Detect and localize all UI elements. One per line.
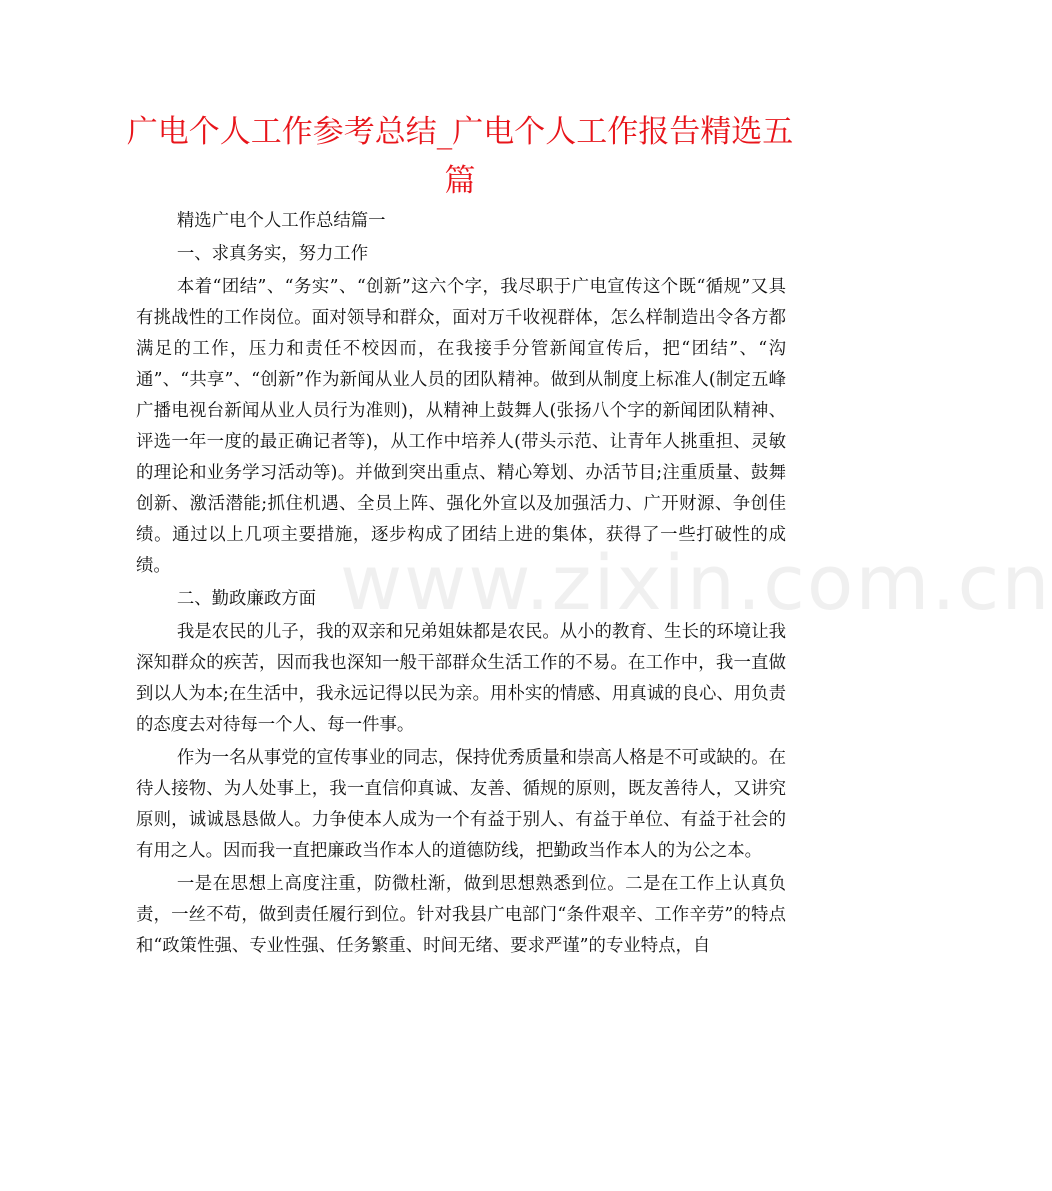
body-paragraph: 一是在思想上高度注重，防微杜渐，做到思想熟悉到位。二是在工作上认真负责，一丝不苟，做到责任履行到位。针对我县广电部门“条件艰辛、工作辛劳”的特点和“政策性强、专业性强、任务繁重、时间无绪、要求严谨”的专业特点，自 [136,874,786,956]
document-title: 广电个人工作参考总结_广电个人工作报告精选五篇 [126,114,794,199]
watermark: www.zixin.com.cn [340,538,1052,627]
section-heading-2: 二、勤政廉政方面 [176,589,317,609]
body-paragraph: 我是农民的儿子，我的双亲和兄弟姐妹都是农民。从小的教育、生长的环境让我深知群众的疾苦，因而我也深知一般干部群众生活工作的不易。在工作中，我一直做到以人为本;在生活中，我永远记得以民为亲。用朴实的情感、用真诚的良心、用负责的态度去对待每一个人、每一件事。 [136,622,786,735]
body-paragraph: 本着“团结”、“务实”、“创新”这六个字，我尽职于广电宣传这个既“循规”又具有挑战性的工作岗位。面对领导和群众，面对万千收视群体，怎么样制造出令各方都满足的工作，压力和责任不校因而，在我接手分管新闻宣传后，把“团结”、“沟通”、“共享”、“创新”作为新闻从业人员的团队精神。做到从制度上标准人(制定五峰广播电视台新闻从业人员行为准则)，从精神上鼓舞人(张扬八个字的新闻团队精神、评选一年一度的最正确记者等)，从工作中培养人(带头示范、让青年人挑重担、灵敏的理论和业务学习活动等)。并做到突出重点、精心筹划、办活节目;注重质量、鼓舞创新、激活潜能;抓住机遇、全员上阵、强化外宣以及加强活力、广开财源、争创佳绩。通过以上几项主要措施，逐步构成了团结上进的集体，获得了一些打破性的成绩。 [136,277,786,576]
section-subtitle: 精选广电个人工作总结篇一 [176,211,386,231]
document-body [136,206,786,964]
section-heading-1: 一、求真务实，努力工作 [176,244,369,264]
body-paragraph: 作为一名从事党的宣传事业的同志，保持优秀质量和崇高人格是不可或缺的。在待人接物、为人处事上，我一直信仰真诚、友善、循规的原则，既友善待人，又讲究原则，诚诚恳恳做人。力争使本人成为一个有益于别人、有益于单位、有益于社会的有用之人。因而我一直把廉政当作本人的道德防线，把勤政当作本人的为公之本。 [136,748,786,861]
